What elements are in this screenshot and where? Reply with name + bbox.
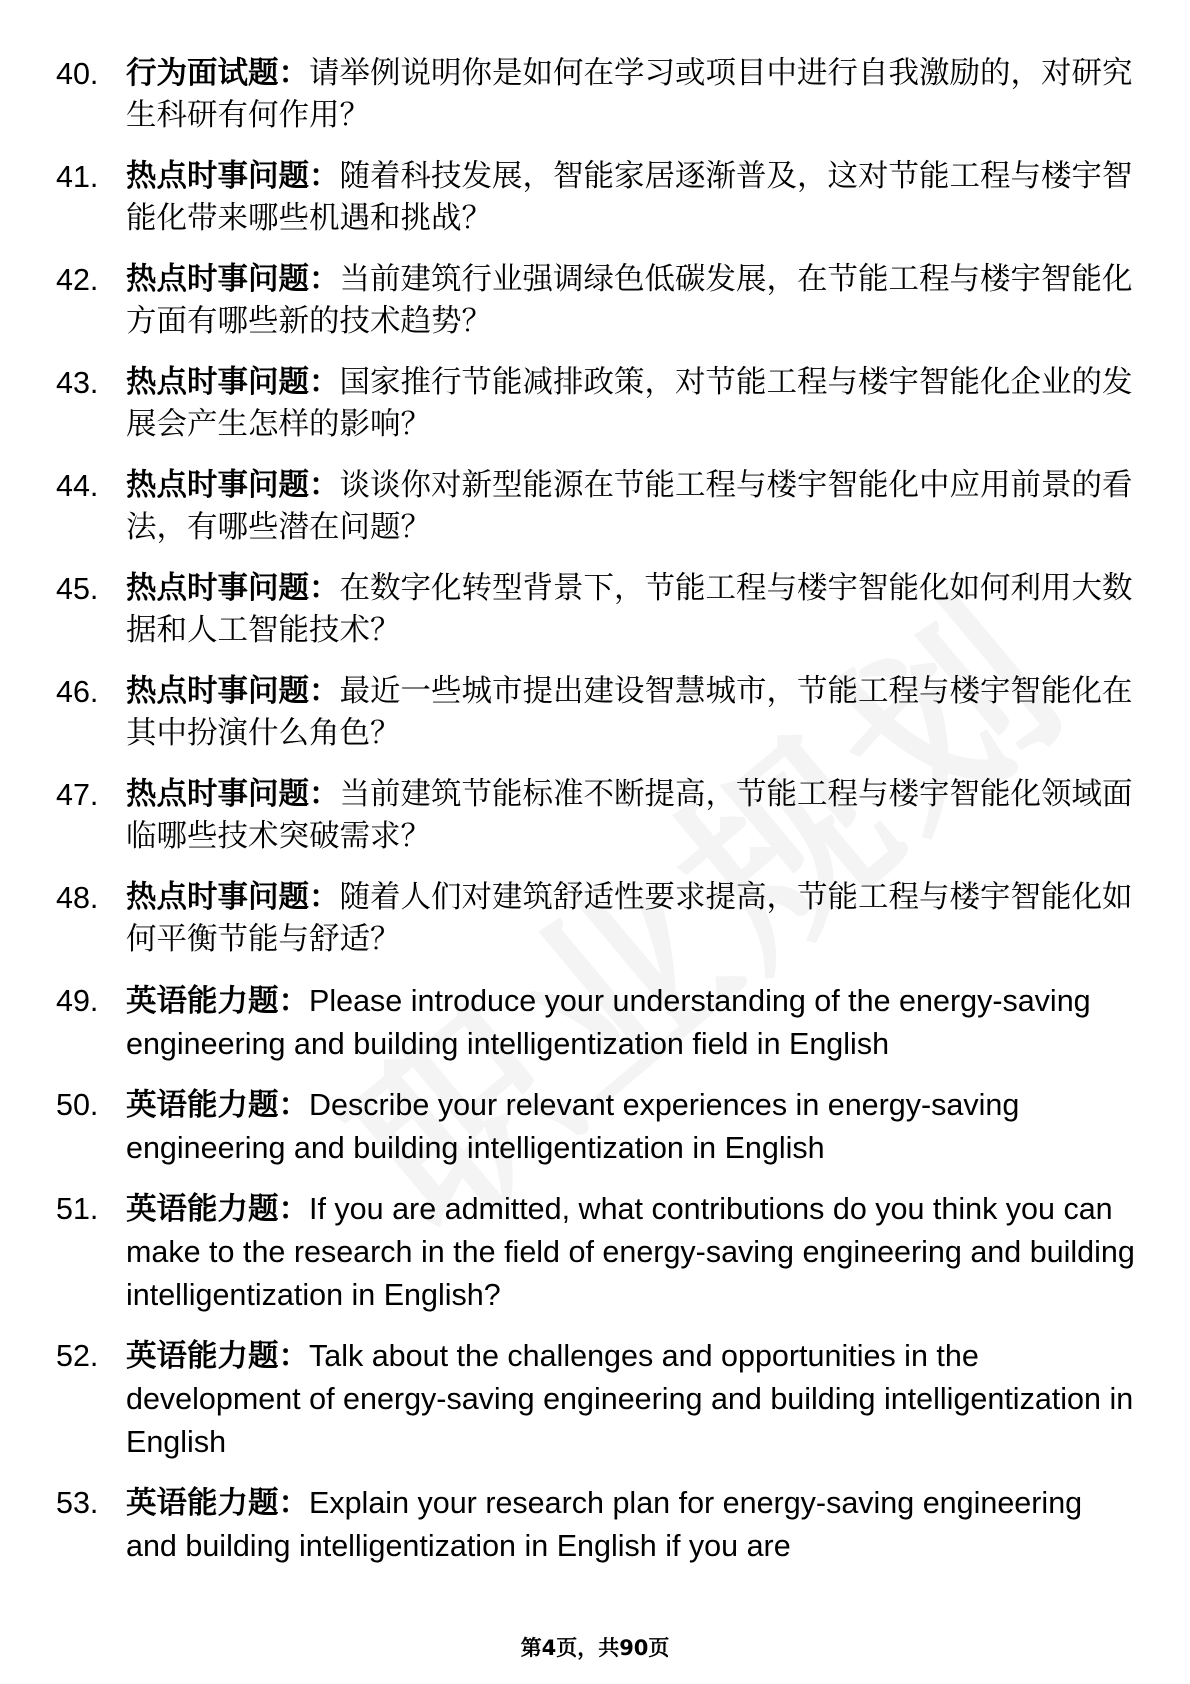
question-list xyxy=(56,53,1136,1586)
question-text: 当前建筑行业强调绿色低碳发展，在节能工程与楼宇智能化方面有哪些新的技术趋势？ xyxy=(126,262,1133,339)
question-number: 50. xyxy=(56,1088,99,1122)
question-item xyxy=(56,1188,1136,1317)
question-number: 40. xyxy=(56,57,99,91)
question-item xyxy=(56,1482,1136,1568)
question-number: 43. xyxy=(56,366,99,400)
question-number: 45. xyxy=(56,572,99,606)
question-item xyxy=(56,774,1136,858)
question-text: If you are admitted, what contributions do you think you can make to the research in the field of energy-saving engineering and building intelligentization in English? xyxy=(126,1192,1135,1312)
question-category: 热点时事问题： xyxy=(126,365,340,400)
question-text: 在数字化转型背景下，节能工程与楼宇智能化如何利用大数据和人工智能技术？ xyxy=(126,571,1133,648)
question-item xyxy=(56,1335,1136,1464)
question-category: 行为面试题： xyxy=(126,56,309,91)
question-category: 英语能力题： xyxy=(126,1088,309,1123)
question-item xyxy=(56,53,1136,137)
question-text: Explain your research plan for energy-saving engineering and building intelligentization in English if you are xyxy=(126,1486,1083,1563)
question-category: 热点时事问题： xyxy=(126,777,340,812)
question-category: 英语能力题： xyxy=(126,1339,309,1374)
question-number: 47. xyxy=(56,778,99,812)
question-text: Talk about the challenges and opportunities in the development of energy-saving engineering and building intelligentization in English xyxy=(126,1339,1134,1459)
question-text: 请举例说明你是如何在学习或项目中进行自我激励的，对研究生科研有何作用？ xyxy=(126,56,1133,133)
question-number: 42. xyxy=(56,263,99,297)
question-item xyxy=(56,259,1136,343)
question-item xyxy=(56,980,1136,1066)
question-item xyxy=(56,1084,1136,1170)
question-category: 英语能力题： xyxy=(126,1192,309,1227)
question-number: 44. xyxy=(56,469,99,503)
question-text: 随着科技发展，智能家居逐渐普及，这对节能工程与楼宇智能化带来哪些机遇和挑战？ xyxy=(126,159,1133,236)
question-text: 当前建筑节能标准不断提高，节能工程与楼宇智能化领域面临哪些技术突破需求？ xyxy=(126,777,1133,854)
question-text: Describe your relevant experiences in energy-saving engineering and building intelligentization in English xyxy=(126,1088,1020,1165)
question-category: 热点时事问题： xyxy=(126,880,340,915)
question-text: 随着人们对建筑舒适性要求提高，节能工程与楼宇智能化如何平衡节能与舒适？ xyxy=(126,880,1133,957)
question-category: 热点时事问题： xyxy=(126,262,340,297)
question-number: 49. xyxy=(56,984,99,1018)
question-category: 英语能力题： xyxy=(126,984,309,1019)
question-category: 热点时事问题： xyxy=(126,468,340,503)
question-number: 46. xyxy=(56,675,99,709)
question-item xyxy=(56,671,1136,755)
question-text: 谈谈你对新型能源在节能工程与楼宇智能化中应用前景的看法，有哪些潜在问题？ xyxy=(126,468,1133,545)
question-number: 48. xyxy=(56,881,99,915)
question-text: 国家推行节能减排政策，对节能工程与楼宇智能化企业的发展会产生怎样的影响？ xyxy=(126,365,1133,442)
question-category: 热点时事问题： xyxy=(126,571,340,606)
question-category: 热点时事问题： xyxy=(126,674,340,709)
question-text: Please introduce your understanding of the energy-saving engineering and building intelligentization field in English xyxy=(126,984,1091,1061)
question-category: 英语能力题： xyxy=(126,1486,309,1521)
question-category: 热点时事问题： xyxy=(126,159,340,194)
question-number: 41. xyxy=(56,160,99,194)
question-item xyxy=(56,156,1136,240)
question-item xyxy=(56,362,1136,446)
question-number: 51. xyxy=(56,1192,99,1226)
question-text: 最近一些城市提出建设智慧城市，节能工程与楼宇智能化在其中扮演什么角色？ xyxy=(126,674,1133,751)
question-item xyxy=(56,568,1136,652)
question-number: 53. xyxy=(56,1486,99,1520)
question-item xyxy=(56,465,1136,549)
question-number: 52. xyxy=(56,1339,99,1373)
page-footer: 第4页，共90页 xyxy=(520,1636,670,1660)
question-item xyxy=(56,877,1136,961)
